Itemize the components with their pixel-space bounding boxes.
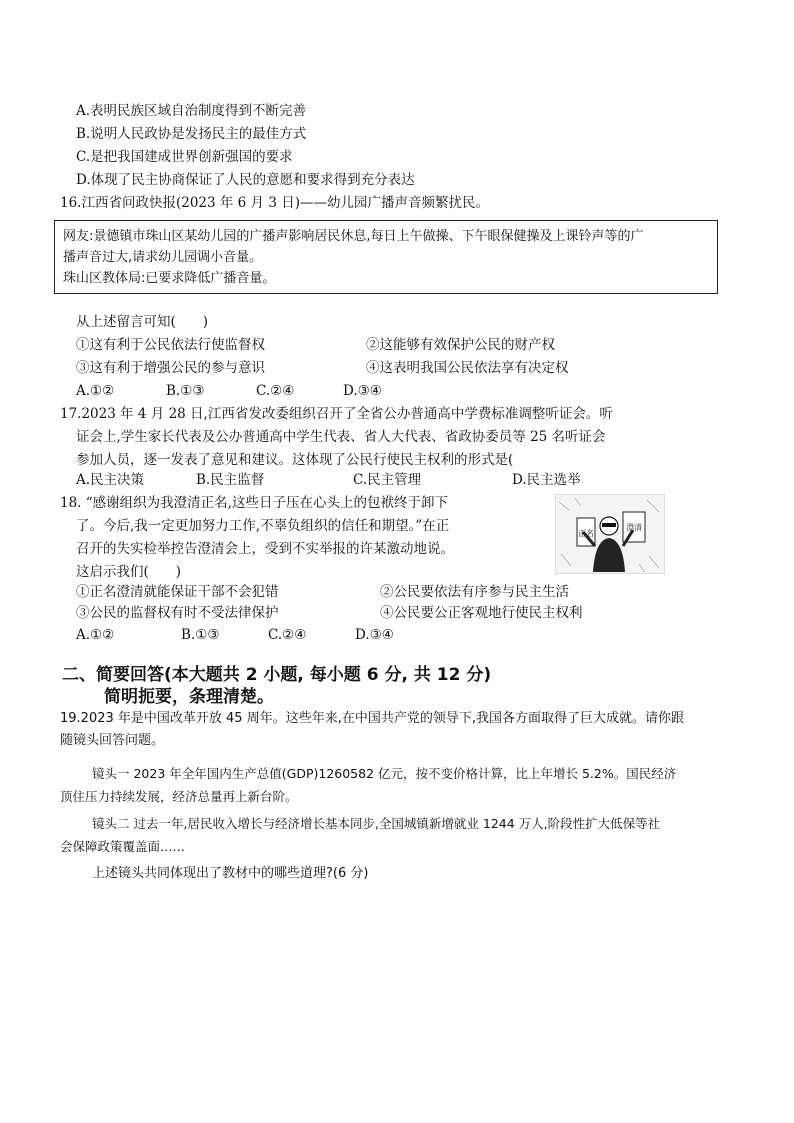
q16-statement-2: ②这能够有效保护公民的财产权 <box>366 337 555 353</box>
q18-cartoon-illustration <box>555 494 665 574</box>
q18-statement-2: ②公民要依法有序参与民主生活 <box>380 584 569 600</box>
q17-choice-b: B.民主监督 <box>196 472 265 488</box>
q19-line-2: 随镜头回答问题。 <box>60 733 165 748</box>
q15-option-d: D.体现了民主协商保证了人民的意愿和要求得到充分表达 <box>76 172 415 188</box>
q16-box-line-1: 网友:景德镇市珠山区某幼儿园的广播声影响居民休息,每日上午做操、下午眼保健操及上课铃声等的广 <box>63 229 644 244</box>
section-2-heading: 二、简要回答(本大题共 2 小题, 每小题 6 分, 共 12 分) <box>62 665 492 685</box>
q16-statement-4: ④这表明我国公民依法享有决定权 <box>366 360 569 376</box>
q17-choice-d: D.民主选举 <box>512 472 581 488</box>
q18-choice-c: C.②④ <box>268 627 307 643</box>
q19-shot-2-line-2: 会保障政策覆盖面…… <box>60 839 186 854</box>
q18-choice-a: A.①② <box>76 627 115 643</box>
q16-message-box <box>54 220 718 294</box>
q16-statement-1: ①这有利于公民依法行使监督权 <box>76 337 265 353</box>
cartoon-right-sign-text: 澄清 <box>626 523 642 532</box>
q17-line-3: 参加人员，逐一发表了意见和建议。这体现了公民行使民主权利的形式是( <box>76 452 514 468</box>
q19-shot-2-line-1: 镜头二 过去一年,居民收入增长与经济增长基本同步,全国城镇新增就业 1244 万人,阶段性扩大低保等社 <box>92 816 661 831</box>
q16-ask: 从上述留言可知( ) <box>76 314 209 330</box>
q15-option-a: A.表明民族区域自治制度得到不断完善 <box>76 103 307 119</box>
q17-choice-a: A.民主决策 <box>76 472 145 488</box>
q16-choice-c: C.②④ <box>256 383 295 399</box>
q18-line-2: 了。今后,我一定更加努力工作,不辜负组织的信任和期望。”在正 <box>76 518 450 534</box>
q19-line-1: 19.2023 年是中国改革开放 45 周年。这些年来,在中国共产党的领导下,我国各方面取得了巨大成就。请你跟 <box>60 711 684 726</box>
q16-choice-a: A.①② <box>76 383 115 399</box>
q19-shot-1-line-2: 顶住压力持续发展，经济总量再上新台阶。 <box>60 789 298 804</box>
q18-statement-1: ①正名澄清就能保证干部不会犯错 <box>76 584 279 600</box>
q16-stem: 16.江西省问政快报(2023 年 6 月 3 日)——幼儿园广播声音频繁扰民。 <box>60 195 489 211</box>
q16-choice-b: B.①③ <box>166 383 205 399</box>
q16-box-line-2: 播声音过大,请求幼儿园调小音量。 <box>63 250 263 265</box>
q17-choice-c: C.民主管理 <box>353 472 422 488</box>
q18-statement-4: ④公民要公正客观地行使民主权利 <box>380 605 583 621</box>
q18-statement-3: ③公民的监督权有时不受法律保护 <box>76 605 279 621</box>
q17-line-1: 17.2023 年 4 月 28 日,江西省发改委组织召开了全省公办普通高中学费标准调整听证会。听 <box>60 406 613 422</box>
q19-shot-1-line-1: 镜头一 2023 年全年国内生产总值(GDP)1260582 亿元，按不变价格计算，比上年增长 5.2%。国民经济 <box>92 766 677 781</box>
q16-choice-d: D.③④ <box>343 383 382 399</box>
q18-choice-b: B.①③ <box>181 627 220 643</box>
q18-line-1: 18. “感谢组织为我澄清正名,这些日子压在心头上的包袱终于卸下 <box>60 495 448 511</box>
section-2-subheading: 简明扼要，条理清楚。 <box>104 687 274 707</box>
q15-option-c: C.是把我国建成世界创新强国的要求 <box>76 149 293 165</box>
q16-box-line-3: 珠山区教体局:已要求降低广播音量。 <box>63 271 276 286</box>
q18-choice-d: D.③④ <box>355 627 394 643</box>
q16-statement-3: ③这有利于增强公民的参与意识 <box>76 360 265 376</box>
q19-ask: 上述镜头共同体现出了教材中的哪些道理?(6 分) <box>92 866 369 881</box>
q15-option-b: B.说明人民政协是发扬民主的最佳方式 <box>76 126 307 142</box>
q18-line-3: 召开的失实检举控告澄清会上，受到不实举报的许某激动地说。 <box>76 541 454 557</box>
q18-ask: 这启示我们( ) <box>76 564 182 580</box>
q17-line-2: 证会上,学生家长代表及公办普通高中学生代表、省人大代表、省政协委员等 25 名听证会 <box>76 429 606 445</box>
cartoon-left-sign-text: 正名 <box>578 529 594 538</box>
